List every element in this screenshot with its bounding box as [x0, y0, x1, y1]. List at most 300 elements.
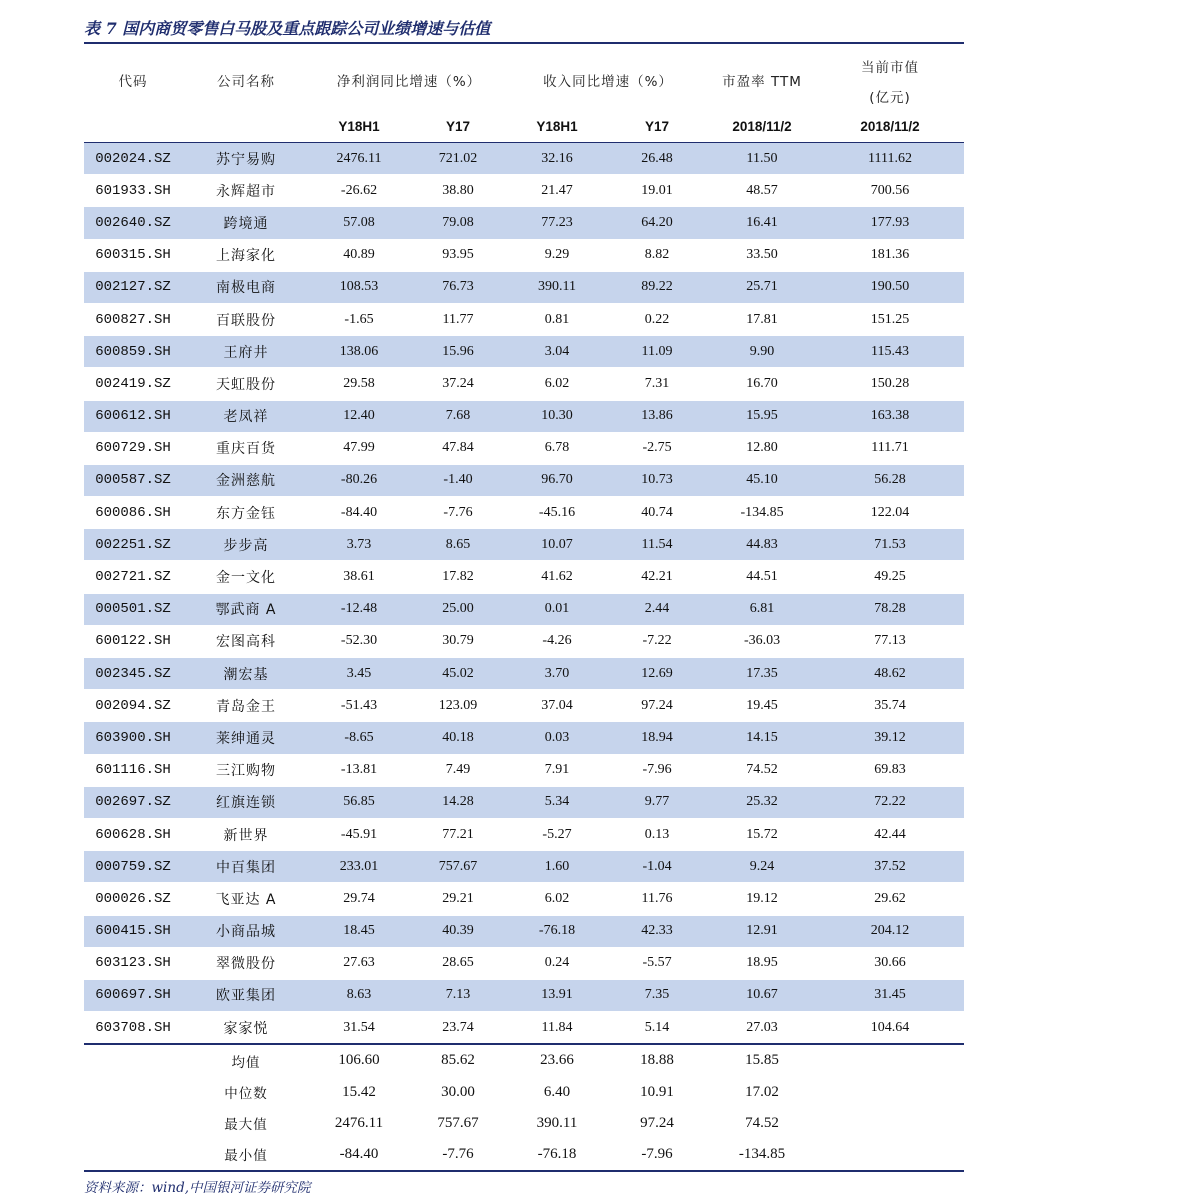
- cell-revenue-y18h1: 41.62: [508, 561, 606, 593]
- cell-profit-y17: 30.00: [441, 1083, 475, 1100]
- table-row: [84, 175, 964, 207]
- cell-pe-ttm: 44.83: [708, 529, 816, 561]
- cell-company-name: 新世界: [182, 818, 310, 850]
- table-body: [84, 143, 964, 1045]
- cell-profit-y17: 85.62: [408, 1044, 508, 1076]
- cell-pe-ttm: 27.03: [708, 1012, 816, 1045]
- header-sub-revenue-y18h1: Y18H1: [508, 110, 606, 143]
- cell-revenue-y17: 18.88: [606, 1044, 708, 1076]
- cell-market-cap: 190.50: [816, 271, 964, 303]
- cell-profit-y18h1: 2476.11: [334, 1114, 384, 1131]
- cell-revenue-y18h1: 3.70: [508, 658, 606, 690]
- cell-profit-y18h1: 29.74: [310, 883, 408, 915]
- cell-revenue-y18h1: 10.07: [508, 529, 606, 561]
- cell-profit-y18h1: -80.26: [310, 464, 408, 496]
- cell-company-name: 王府井: [182, 336, 310, 368]
- cell-company-name: 三江购物: [182, 754, 310, 786]
- cell-profit-y17: 79.08: [408, 207, 508, 239]
- table-row: [84, 497, 964, 529]
- cell-code: 002697.SZ: [84, 786, 182, 818]
- cell-revenue-y18h1: 77.23: [508, 207, 606, 239]
- cell-revenue-y17: 9.77: [606, 786, 708, 818]
- cell-revenue-y18h1: 0.01: [508, 593, 606, 625]
- cell-pe-ttm: 11.50: [708, 143, 816, 175]
- cell-pe-ttm: 14.15: [708, 722, 816, 754]
- cell-market-cap: 1111.62: [816, 143, 964, 175]
- table-row: [84, 851, 964, 883]
- cell-revenue-y18h1: 5.34: [508, 786, 606, 818]
- cell-code: 000587.SZ: [84, 464, 182, 496]
- cell-code: 603900.SH: [84, 722, 182, 754]
- cell-pe-ttm: 44.51: [708, 561, 816, 593]
- valuation-table: [84, 44, 964, 1172]
- cell-market-cap: 35.74: [816, 690, 964, 722]
- cell-revenue-y17: 18.94: [606, 722, 708, 754]
- cell-profit-y18h1: -45.91: [310, 818, 408, 850]
- cell-code: 600122.SH: [84, 625, 182, 657]
- cell-revenue-y18h1: 0.24: [508, 947, 606, 979]
- cell-market-cap: 163.38: [816, 400, 964, 432]
- cell-market-cap: 104.64: [816, 1012, 964, 1045]
- cell-revenue-y18h1: 11.84: [508, 1012, 606, 1045]
- cell-market-cap: 69.83: [816, 754, 964, 786]
- cell-pe-ttm: 33.50: [708, 239, 816, 271]
- table-row: [84, 561, 964, 593]
- cell-pe-ttm: 12.80: [708, 432, 816, 464]
- cell-profit-y17: 7.68: [408, 400, 508, 432]
- cell-revenue-y18h1: 0.03: [508, 722, 606, 754]
- cell-profit-y17: 721.02: [408, 143, 508, 175]
- cell-profit-y18h1: 138.06: [310, 336, 408, 368]
- cell-profit-y18h1: -8.65: [310, 722, 408, 754]
- cell-market-cap: 56.28: [816, 464, 964, 496]
- cell-pe-ttm: 16.70: [708, 368, 816, 400]
- cell-revenue-y18h1: -76.18: [508, 1139, 606, 1171]
- cell-profit-y18h1: -84.40: [310, 1139, 408, 1171]
- table-row: [84, 400, 964, 432]
- cell-revenue-y17: -7.22: [606, 625, 708, 657]
- cell-profit-y18h1: -1.65: [310, 303, 408, 335]
- cell-code: 600729.SH: [84, 432, 182, 464]
- cell-blank: [816, 1044, 964, 1076]
- cell-profit-y18h1: 57.08: [310, 207, 408, 239]
- table-row: [84, 690, 964, 722]
- cell-company-name: 金一文化: [182, 561, 310, 593]
- cell-profit-y17: 17.82: [408, 561, 508, 593]
- table-row: [84, 464, 964, 496]
- cell-market-cap: 49.25: [816, 561, 964, 593]
- table-row: [84, 915, 964, 947]
- cell-revenue-y17: 26.48: [606, 143, 708, 175]
- header-profit-growth: 净利润同比增速（%）: [336, 74, 482, 90]
- cell-company-name: 步步高: [182, 529, 310, 561]
- cell-revenue-y18h1: -5.27: [508, 818, 606, 850]
- cell-code: 600086.SH: [84, 497, 182, 529]
- cell-profit-y17: 8.65: [408, 529, 508, 561]
- cell-pe-ttm: 15.95: [708, 400, 816, 432]
- cell-pe-ttm: 16.41: [708, 207, 816, 239]
- cell-revenue-y17: 11.76: [606, 883, 708, 915]
- cell-pe-ttm: -134.85: [708, 497, 816, 529]
- cell-revenue-y18h1: 96.70: [508, 464, 606, 496]
- cell-market-cap: 39.12: [816, 722, 964, 754]
- cell-code: 600315.SH: [84, 239, 182, 271]
- cell-profit-y17: 29.21: [408, 883, 508, 915]
- cell-revenue-y17: 42.33: [606, 915, 708, 947]
- cell-profit-y18h1: -13.81: [310, 754, 408, 786]
- cell-blank: [816, 1108, 964, 1139]
- cell-profit-y17: 76.73: [408, 271, 508, 303]
- cell-revenue-y17: 13.86: [606, 400, 708, 432]
- cell-revenue-y17: -7.96: [606, 754, 708, 786]
- header-sub-profit-y18h1: Y18H1: [310, 110, 408, 143]
- cell-company-name: 家家悦: [182, 1012, 310, 1045]
- cell-company-name: 欧亚集团: [182, 979, 310, 1011]
- cell-profit-y18h1: 27.63: [310, 947, 408, 979]
- table-container: [84, 14, 964, 1196]
- header-name: 公司名称: [217, 74, 275, 90]
- cell-market-cap: 115.43: [816, 336, 964, 368]
- cell-code: 603708.SH: [84, 1012, 182, 1045]
- cell-market-cap: 150.28: [816, 368, 964, 400]
- table-row: [84, 593, 964, 625]
- cell-code: 601933.SH: [84, 175, 182, 207]
- cell-market-cap: 37.52: [816, 851, 964, 883]
- table-row: [84, 239, 964, 271]
- cell-pe-ttm: 17.02: [745, 1083, 779, 1100]
- cell-profit-y17: 93.95: [408, 239, 508, 271]
- cell-company-name: 老凤祥: [182, 400, 310, 432]
- cell-pe-ttm: 25.71: [708, 271, 816, 303]
- table-row: [84, 947, 964, 979]
- cell-company-name: 莱绅通灵: [182, 722, 310, 754]
- cell-revenue-y17: -1.04: [606, 851, 708, 883]
- table-row: [84, 303, 964, 335]
- cell-company-name: 潮宏基: [182, 658, 310, 690]
- cell-revenue-y17: 19.01: [606, 175, 708, 207]
- cell-company-name: 重庆百货: [182, 432, 310, 464]
- cell-profit-y18h1: 233.01: [310, 851, 408, 883]
- cell-profit-y17: 23.74: [408, 1012, 508, 1045]
- cell-market-cap: 77.13: [816, 625, 964, 657]
- cell-blank: [816, 1076, 964, 1107]
- cell-revenue-y18h1: 9.29: [508, 239, 606, 271]
- cell-company-name: 永辉超市: [182, 175, 310, 207]
- cell-revenue-y18h1: 23.66: [508, 1044, 606, 1076]
- cell-profit-y18h1: 15.42: [342, 1083, 376, 1100]
- cell-profit-y17: 45.02: [408, 658, 508, 690]
- cell-company-name: 翠微股份: [182, 947, 310, 979]
- cell-profit-y18h1: 40.89: [310, 239, 408, 271]
- table-row: [84, 207, 964, 239]
- cell-profit-y17: 757.67: [437, 1114, 479, 1131]
- cell-company-name: 青岛金王: [182, 690, 310, 722]
- cell-profit-y17: 47.84: [408, 432, 508, 464]
- cell-profit-y18h1: 3.45: [310, 658, 408, 690]
- header-market-cap-unit: (亿元): [869, 90, 911, 106]
- cell-profit-y17: 757.67: [408, 851, 508, 883]
- cell-profit-y17: 123.09: [408, 690, 508, 722]
- cell-revenue-y17: 64.20: [606, 207, 708, 239]
- cell-profit-y17: -1.40: [408, 464, 508, 496]
- cell-revenue-y18h1: 13.91: [508, 979, 606, 1011]
- cell-pe-ttm: 9.24: [708, 851, 816, 883]
- cell-blank: [84, 1108, 182, 1139]
- cell-code: 000026.SZ: [84, 883, 182, 915]
- cell-profit-y18h1: -26.62: [310, 175, 408, 207]
- cell-revenue-y17: 89.22: [606, 271, 708, 303]
- cell-company-name: 跨境通: [182, 207, 310, 239]
- cell-profit-y17: 38.80: [408, 175, 508, 207]
- header-sub-profit-y17: Y17: [408, 110, 508, 143]
- cell-profit-y18h1: 3.73: [310, 529, 408, 561]
- cell-revenue-y17: 7.35: [606, 979, 708, 1011]
- cell-profit-y17: 7.13: [408, 979, 508, 1011]
- cell-revenue-y17: -2.75: [606, 432, 708, 464]
- cell-code: 002345.SZ: [84, 658, 182, 690]
- cell-profit-y18h1: 18.45: [310, 915, 408, 947]
- cell-market-cap: 48.62: [816, 658, 964, 690]
- cell-blank: [816, 1139, 964, 1171]
- cell-company-name: 飞亚达 A: [182, 883, 310, 915]
- cell-code: 002024.SZ: [84, 143, 182, 175]
- stats-row: [84, 1076, 964, 1107]
- cell-revenue-y17: 7.31: [606, 368, 708, 400]
- cell-profit-y17: 11.77: [408, 303, 508, 335]
- table-header: [84, 44, 964, 143]
- cell-code: 600859.SH: [84, 336, 182, 368]
- header-sub-pe-date: 2018/11/2: [708, 110, 816, 143]
- cell-revenue-y17: 11.54: [606, 529, 708, 561]
- cell-stat-label: 最小值: [182, 1139, 310, 1171]
- cell-market-cap: 122.04: [816, 497, 964, 529]
- cell-profit-y18h1: -51.43: [310, 690, 408, 722]
- cell-profit-y18h1: -84.40: [310, 497, 408, 529]
- cell-company-name: 上海家化: [182, 239, 310, 271]
- cell-profit-y18h1: 8.63: [310, 979, 408, 1011]
- header-market-cap: 当前市值: [861, 60, 920, 76]
- cell-revenue-y18h1: 7.91: [508, 754, 606, 786]
- cell-code: 600827.SH: [84, 303, 182, 335]
- cell-pe-ttm: 19.12: [708, 883, 816, 915]
- table-row: [84, 754, 964, 786]
- header-revenue-growth: 收入同比增速（%）: [543, 74, 673, 90]
- cell-profit-y17: 14.28: [408, 786, 508, 818]
- table-stats: [84, 1044, 964, 1171]
- cell-market-cap: 78.28: [816, 593, 964, 625]
- cell-market-cap: 72.22: [816, 786, 964, 818]
- cell-code: 600697.SH: [84, 979, 182, 1011]
- cell-revenue-y18h1: 10.30: [508, 400, 606, 432]
- cell-pe-ttm: 15.85: [708, 1044, 816, 1076]
- cell-profit-y17: 40.18: [408, 722, 508, 754]
- cell-market-cap: 31.45: [816, 979, 964, 1011]
- table-row: [84, 432, 964, 464]
- cell-company-name: 苏宁易购: [182, 143, 310, 175]
- cell-revenue-y18h1: 390.11: [536, 1114, 578, 1131]
- source-note: 资料来源：wind,中国银河证券研究院: [84, 1180, 311, 1196]
- cell-revenue-y18h1: 6.78: [508, 432, 606, 464]
- cell-code: 000501.SZ: [84, 593, 182, 625]
- table-title: 表 7 国内商贸零售白马股及重点跟踪公司业绩增速与估值: [84, 19, 491, 38]
- cell-pe-ttm: -134.85: [708, 1139, 816, 1171]
- cell-company-name: 百联股份: [182, 303, 310, 335]
- cell-profit-y17: 25.00: [408, 593, 508, 625]
- cell-pe-ttm: 17.81: [708, 303, 816, 335]
- cell-revenue-y17: -5.57: [606, 947, 708, 979]
- cell-pe-ttm: 12.91: [708, 915, 816, 947]
- cell-revenue-y17: 42.21: [606, 561, 708, 593]
- cell-pe-ttm: 17.35: [708, 658, 816, 690]
- cell-profit-y17: 30.79: [408, 625, 508, 657]
- table-row: [84, 883, 964, 915]
- cell-revenue-y18h1: 6.40: [543, 1083, 571, 1100]
- cell-profit-y17: 28.65: [408, 947, 508, 979]
- cell-pe-ttm: 25.32: [708, 786, 816, 818]
- cell-market-cap: 177.93: [816, 207, 964, 239]
- header-sub-blank: [182, 110, 310, 143]
- table-row: [84, 786, 964, 818]
- cell-market-cap: 30.66: [816, 947, 964, 979]
- cell-code: 601116.SH: [84, 754, 182, 786]
- table-row: [84, 271, 964, 303]
- cell-pe-ttm: 6.81: [708, 593, 816, 625]
- cell-revenue-y18h1: -4.26: [508, 625, 606, 657]
- cell-code: 002419.SZ: [84, 368, 182, 400]
- cell-profit-y18h1: 29.58: [310, 368, 408, 400]
- cell-code: 002094.SZ: [84, 690, 182, 722]
- cell-profit-y17: 15.96: [408, 336, 508, 368]
- table-row: [84, 336, 964, 368]
- cell-company-name: 宏图高科: [182, 625, 310, 657]
- cell-revenue-y17: 0.13: [606, 818, 708, 850]
- cell-code: 600415.SH: [84, 915, 182, 947]
- cell-revenue-y18h1: 3.04: [508, 336, 606, 368]
- cell-profit-y17: 77.21: [408, 818, 508, 850]
- cell-profit-y17: 37.24: [408, 368, 508, 400]
- cell-pe-ttm: 74.52: [708, 754, 816, 786]
- cell-code: 000759.SZ: [84, 851, 182, 883]
- cell-company-name: 东方金钰: [182, 497, 310, 529]
- table-row: [84, 722, 964, 754]
- cell-stat-label: 中位数: [224, 1086, 268, 1103]
- cell-code: 600612.SH: [84, 400, 182, 432]
- cell-stat-label: 均值: [182, 1044, 310, 1076]
- cell-profit-y18h1: 12.40: [310, 400, 408, 432]
- cell-profit-y17: -7.76: [408, 497, 508, 529]
- cell-market-cap: 181.36: [816, 239, 964, 271]
- cell-market-cap: 111.71: [816, 432, 964, 464]
- cell-market-cap: 151.25: [816, 303, 964, 335]
- table-row: [84, 658, 964, 690]
- cell-revenue-y18h1: -76.18: [508, 915, 606, 947]
- cell-company-name: 南极电商: [182, 271, 310, 303]
- cell-code: 002640.SZ: [84, 207, 182, 239]
- cell-revenue-y17: 12.69: [606, 658, 708, 690]
- cell-pe-ttm: 45.10: [708, 464, 816, 496]
- stats-row: [84, 1044, 964, 1076]
- cell-stat-label: 最大值: [224, 1117, 268, 1134]
- cell-code: 002721.SZ: [84, 561, 182, 593]
- cell-code: 600628.SH: [84, 818, 182, 850]
- cell-pe-ttm: 9.90: [708, 336, 816, 368]
- cell-revenue-y17: -7.96: [606, 1139, 708, 1171]
- cell-revenue-y17: 10.73: [606, 464, 708, 496]
- cell-revenue-y18h1: 0.81: [508, 303, 606, 335]
- cell-market-cap: 71.53: [816, 529, 964, 561]
- cell-profit-y18h1: -52.30: [310, 625, 408, 657]
- cell-profit-y18h1: 31.54: [310, 1012, 408, 1045]
- cell-pe-ttm: 19.45: [708, 690, 816, 722]
- cell-pe-ttm: 18.95: [708, 947, 816, 979]
- cell-market-cap: 29.62: [816, 883, 964, 915]
- table-row: [84, 818, 964, 850]
- cell-company-name: 中百集团: [182, 851, 310, 883]
- cell-blank: [84, 1044, 182, 1076]
- cell-company-name: 天虹股份: [182, 368, 310, 400]
- cell-market-cap: 700.56: [816, 175, 964, 207]
- cell-code: 002251.SZ: [84, 529, 182, 561]
- cell-revenue-y17: 10.91: [640, 1083, 674, 1100]
- table-row: [84, 368, 964, 400]
- cell-company-name: 鄂武商 A: [182, 593, 310, 625]
- cell-revenue-y17: 2.44: [606, 593, 708, 625]
- table-row: [84, 625, 964, 657]
- cell-profit-y18h1: -12.48: [310, 593, 408, 625]
- stats-row: [84, 1139, 964, 1171]
- stats-row: [84, 1108, 964, 1139]
- cell-profit-y18h1: 56.85: [310, 786, 408, 818]
- cell-profit-y18h1: 47.99: [310, 432, 408, 464]
- cell-blank: [84, 1076, 182, 1107]
- header-sub-mcap-date: 2018/11/2: [816, 110, 964, 143]
- header-sub-revenue-y17: Y17: [606, 110, 708, 143]
- cell-profit-y18h1: 2476.11: [310, 143, 408, 175]
- header-pe-ttm: 市盈率 TTM: [722, 74, 802, 90]
- cell-pe-ttm: -36.03: [708, 625, 816, 657]
- cell-revenue-y18h1: 32.16: [508, 143, 606, 175]
- cell-revenue-y17: 0.22: [606, 303, 708, 335]
- cell-pe-ttm: 48.57: [708, 175, 816, 207]
- table-row: [84, 143, 964, 175]
- cell-revenue-y17: 11.09: [606, 336, 708, 368]
- cell-code: 002127.SZ: [84, 271, 182, 303]
- cell-company-name: 金洲慈航: [182, 464, 310, 496]
- cell-profit-y17: -7.76: [408, 1139, 508, 1171]
- cell-revenue-y18h1: 37.04: [508, 690, 606, 722]
- cell-company-name: 红旗连锁: [182, 786, 310, 818]
- header-sub-blank: [84, 110, 182, 143]
- cell-revenue-y17: 40.74: [606, 497, 708, 529]
- cell-code: 603123.SH: [84, 947, 182, 979]
- cell-revenue-y18h1: 6.02: [508, 883, 606, 915]
- cell-revenue-y18h1: 6.02: [508, 368, 606, 400]
- table-row: [84, 979, 964, 1011]
- cell-blank: [84, 1139, 182, 1171]
- cell-pe-ttm: 74.52: [745, 1114, 779, 1131]
- table-row: [84, 1012, 964, 1045]
- cell-revenue-y18h1: 390.11: [508, 271, 606, 303]
- cell-market-cap: 42.44: [816, 818, 964, 850]
- cell-revenue-y17: 97.24: [606, 690, 708, 722]
- cell-revenue-y18h1: 1.60: [508, 851, 606, 883]
- cell-pe-ttm: 10.67: [708, 979, 816, 1011]
- cell-market-cap: 204.12: [816, 915, 964, 947]
- cell-revenue-y17: 8.82: [606, 239, 708, 271]
- cell-company-name: 小商品城: [182, 915, 310, 947]
- cell-profit-y17: 7.49: [408, 754, 508, 786]
- cell-revenue-y18h1: -45.16: [508, 497, 606, 529]
